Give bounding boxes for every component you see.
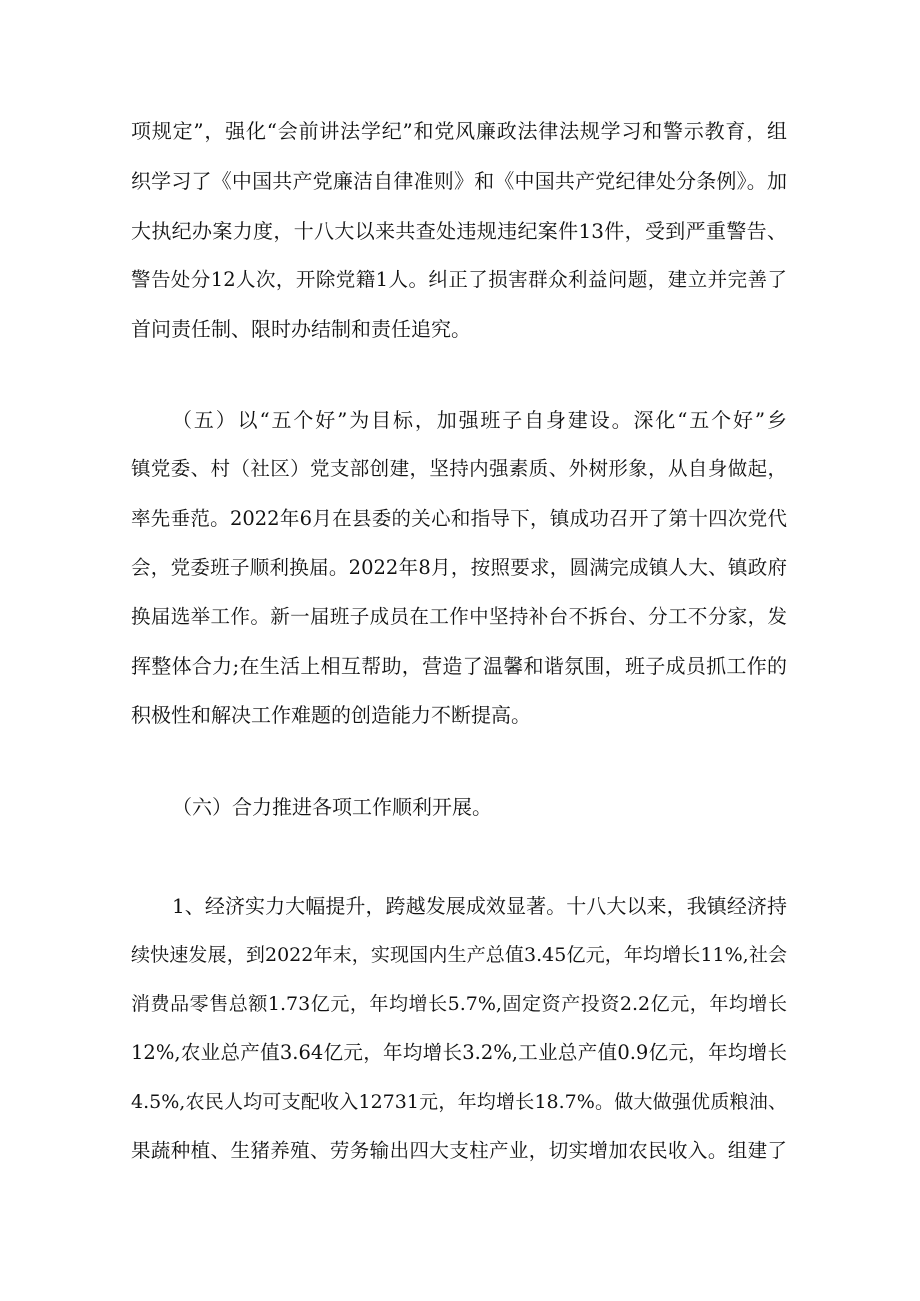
paragraph-1-line-4: 警告处分12人次，开除党籍1人。纠正了损害群众利益问题，建立并完善了: [131, 268, 787, 291]
paragraph-2-line-2: 镇党委、村（社区）党支部创建，坚持内强素质、外树形象，从自身做起，: [131, 457, 787, 480]
paragraph-4-line-4: 12%,农业总产值3.64亿元，年均增长3.2%,工业总产值0.9亿元，年均增长: [131, 1041, 787, 1064]
paragraph-2-line-3: 率先垂范。2022年6月在县委的关心和指导下，镇成功召开了第十四次党代: [131, 507, 787, 530]
paragraph-4-line-3: 消费品零售总额1.73亿元，年均增长5.7%,固定资产投资2.2亿元，年均增长: [131, 993, 787, 1015]
paragraph-2-line-6: 挥整体合力;在生活上相互帮助，营造了温馨和谐氛围，班子成员抓工作的: [131, 654, 787, 678]
paragraph-2-line-7: 积极性和解决工作难题的创造能力不断提高。: [131, 703, 531, 727]
paragraph-1-line-3: 大执纪办案力度，十八大以来共查处违规违纪案件13件，受到严重警告、: [131, 219, 787, 243]
paragraph-1-line-1: 项规定”，强化“会前讲法学纪”和党风廉政法律法规学习和警示教育，组: [131, 119, 787, 143]
paragraph-2-line-4: 会，党委班子顺利换届。2022年8月，按照要求，圆满完成镇人大、镇政府: [131, 556, 787, 579]
paragraph-4-line-6: 果蔬种植、生猪养殖、劳务输出四大支柱产业，切实增加农民收入。组建了: [131, 1139, 787, 1162]
paragraph-2-line-5: 换届选举工作。新一届班子成员在工作中坚持补台不拆台、分工不分家，发: [131, 605, 787, 628]
paragraph-4-line-5: 4.5%,农民人均可支配收入12731元，年均增长18.7%。做大做强优质粮油、: [131, 1091, 787, 1113]
paragraph-2-line-1: （五）以“五个好”为目标，加强班子自身建设。深化“五个好”乡: [172, 408, 787, 432]
paragraph-1-line-5: 首问责任制、限时办结制和责任追究。: [131, 317, 471, 341]
paragraph-4-line-2: 续快速发展，到2022年末，实现国内生产总值3.45亿元，年均增长11%,社会: [131, 944, 787, 966]
section-heading-six: （六）合力推进各项工作顺利开展。: [172, 795, 492, 819]
paragraph-1-line-2: 织学习了《中国共产党廉洁自律准则》和《中国共产党纪律处分条例》。加: [131, 169, 787, 193]
paragraph-4-line-1: 1、经济实力大幅提升，跨越发展成效显著。十八大以来，我镇经济持: [172, 894, 787, 918]
